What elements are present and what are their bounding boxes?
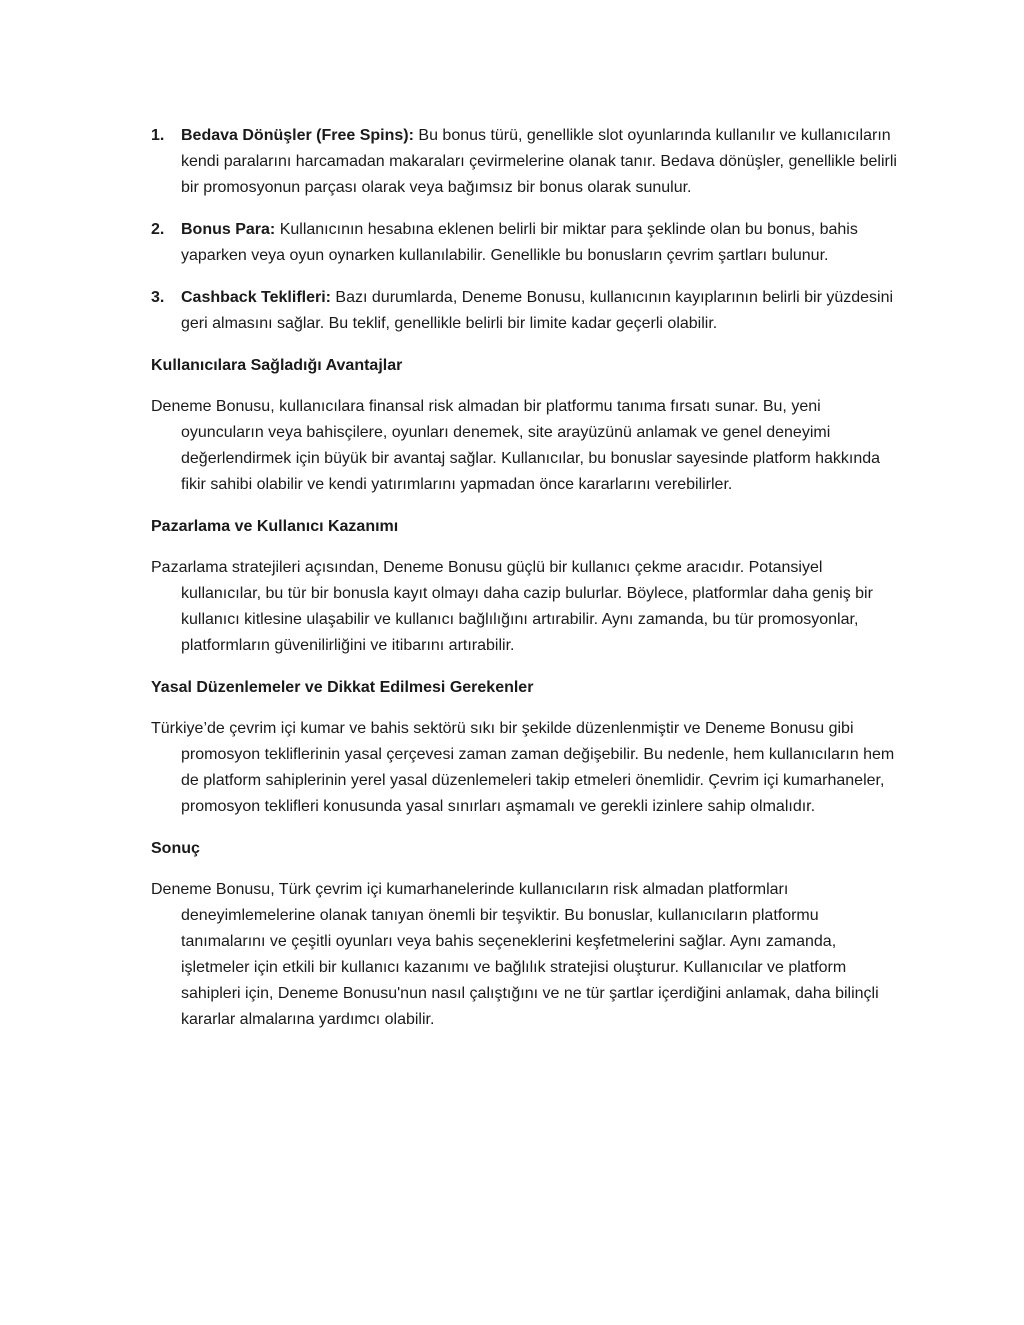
list-text: Bazı durumlarda, Deneme Bonusu, kullanıcının kayıplarının belirli bir yüzdesini geri almasını sağlar. Bu teklif, genellikle belirli bir limite kadar geçerli olabilir. [181,289,894,332]
list-text: Bu bonus türü, genellikle slot oyunlarında kullanılır ve kullanıcıların kendi paralarını harcamadan makaraları çevirmelerine olanak tanır. Bedava dönüşler, genellikle belirli bir promosyonun parçası olarak veya bağımsız bir bonus olarak sunulur. [181,127,897,196]
document-page [151,123,901,1049]
list-item [151,123,901,201]
list-item [151,217,901,269]
section-heading: Yasal Düzenlemeler ve Dikkat Edilmesi Gerekenler [151,679,534,696]
section-heading: Kullanıcılara Sağladığı Avantajlar [151,357,403,374]
list-term: Bonus Para: [181,221,276,238]
list-item [151,285,901,337]
section-heading: Sonuç [151,840,200,857]
section-body: Türkiye’de çevrim içi kumar ve bahis sektörü sıkı bir şekilde düzenlenmiştir ve Deneme Bonusu gibi promosyon tekliflerinin yasal çerçevesi zaman zaman değişebilir. Bu nedenle, hem kullanıcıların hem de platform sahiplerinin yerel yasal düzenlemeleri takip etmeleri önemlidir. Çevrim içi kumarhaneler, promosyon teklifleri konusunda yasal sınırları aşmamalı ve gerekli izinlere sahip olmalıdır. [151,720,895,815]
list-term: Cashback Teklifleri: [181,289,331,306]
section-heading: Pazarlama ve Kullanıcı Kazanımı [151,518,399,535]
list-text: Kullanıcının hesabına eklenen belirli bir miktar para şeklinde olan bu bonus, bahis yaparken veya oyun oynarken kullanılabilir. Genellikle bu bonusların çevrim şartları bulunur. [181,221,858,264]
section-body: Deneme Bonusu, Türk çevrim içi kumarhanelerinde kullanıcıların risk almadan platformları deneyimlemelerine olanak tanıyan önemli bir teşviktir. Bu bonuslar, kullanıcıların platformu tanımalarını ve çeşitli oyunları veya bahis seçeneklerini keşfetmelerini sağlar. Aynı zamanda, işletmeler için etkili bir kullanıcı kazanımı ve bağlılık stratejisi oluşturur. Kullanıcılar ve platform sahipleri için, Deneme Bonusu'nun nasıl çalıştığını ve ne tür şartlar içerdiğini anlamak, daha bilinçli kararlar almalarına yardımcı olabilir. [151,881,879,1028]
section-body: Deneme Bonusu, kullanıcılara finansal risk almadan bir platformu tanıma fırsatı sunar. Bu, yeni oyuncuların veya bahisçilere, oyunları denemek, site arayüzünü anlamak ve genel deneyimi değerlendirmek için büyük bir avantaj sağlar. Kullanıcılar, bu bonuslar sayesinde platform hakkında fikir sahibi olabilir ve kendi yatırımlarını yapmadan önce kararlarını verebilirler. [151,398,881,493]
section-body: Pazarlama stratejileri açısından, Deneme Bonusu güçlü bir kullanıcı çekme aracıdır. Potansiyel kullanıcılar, bu tür bir bonusla kayıt olmayı daha cazip bulurlar. Böylece, platformlar daha geniş bir kullanıcı kitlesine ulaşabilir ve kullanıcı bağlılığını artırabilir. Aynı zamanda, bu tür promosyonlar, platformların güvenilirliğini ve itibarını artırabilir. [151,559,873,654]
list-number: 1. [151,127,165,144]
section-marketing [151,514,901,659]
list-number: 2. [151,221,165,238]
list-number: 3. [151,289,165,306]
list-term: Bedava Dönüşler (Free Spins): [181,127,414,144]
section-conclusion [151,836,901,1033]
section-legal [151,675,901,820]
bonus-types-list [151,123,901,337]
section-advantages [151,353,901,498]
